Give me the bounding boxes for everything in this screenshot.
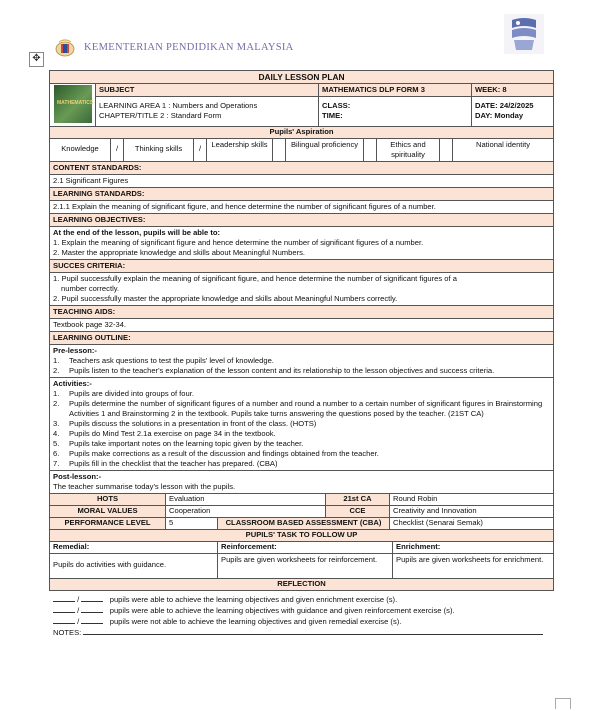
aids-heading: TEACHING AIDS: [49, 306, 554, 319]
hots-value: Evaluation [165, 494, 325, 505]
aspiration-mark: / [193, 139, 206, 161]
content-standards-text: 2.1 Significant Figures [49, 175, 554, 188]
aspiration-mark [363, 139, 376, 161]
list-item: 6. Pupils make corrections as a result of the discussion and findings obtained from the teacher. [53, 449, 379, 458]
moral-value: Cooperation [165, 506, 325, 517]
activities-heading: Activities:- [53, 379, 92, 388]
aspiration-thinking: Thinking skills [123, 139, 193, 161]
moral-label: MORAL VALUES [50, 506, 165, 517]
table-move-handle-icon[interactable]: ✥ [29, 52, 44, 67]
aspiration-national: National identity [452, 139, 553, 161]
subject-value: MATHEMATICS DLP FORM 3 [318, 84, 471, 96]
learning-area: LEARNING AREA 1 : Numbers and Operations [99, 101, 258, 110]
list-item: 4. Pupils do Mind Test 2.1a exercise on page 34 in the textbook. [53, 429, 276, 438]
list-item: 7. Pupils fill in the checklist that the teacher has prepared. (CBA) [53, 459, 278, 468]
reflection-line: / pupils were not able to achieve the learning objectives and given remedial exercise (s). [53, 616, 554, 627]
reinforcement-label: Reinforcement: [217, 542, 392, 553]
aspiration-leadership: Leadership skills [206, 139, 272, 161]
perf-value: 5 [165, 518, 217, 529]
notes-line[interactable]: NOTES: [53, 627, 554, 638]
list-item: 2. Pupils determine the number of significant figures of a number and round a number to a certain number of significant figures in Brainstorming Activities 1 and Brainstorming 2 in the textbook. Pupils take turns answering the questions posed by the teacher. (21ST CA) [53, 399, 543, 418]
subject-label: SUBJECT [95, 84, 318, 96]
aspiration-heading: Pupils' Aspiration [269, 127, 334, 136]
content-standards-heading: CONTENT STANDARDS: [49, 162, 554, 175]
learning-standards-text: 2.1.1 Explain the meaning of significant figure, and hence determine the number of significant figures of a number. [49, 201, 554, 214]
objectives-intro: At the end of the lesson, pupils will be able to: [53, 228, 221, 237]
aspiration-knowledge: Knowledge [61, 144, 99, 153]
enrichment-text: Pupils are given worksheets for enrichment. [392, 554, 553, 578]
criteria-item-cont: number correctly. [61, 284, 120, 293]
criteria-item: 1. Pupil successfully explain the meaning of significant figure, and hence determine the number of significant figures of a [53, 274, 457, 283]
objective-item: 1. Explain the meaning of significant figure and hence determine the number of significant figures of a number. [53, 238, 424, 247]
reflection-line: / pupils were able to achieve the learning objectives and given enrichment exercise (s). [53, 594, 554, 605]
list-item: 1. Teachers ask questions to test the pupils' level of knowledge. [53, 356, 274, 365]
cba-value: Checklist (Senarai Semak) [389, 518, 553, 529]
aspiration-bilingual: Bilingual proficiency [285, 139, 363, 161]
post-lesson-text: The teacher summarise today's lesson with the pupils. [53, 482, 236, 491]
lesson-plan-table [49, 70, 554, 638]
book-cover [50, 84, 95, 126]
reinforcement-text: Pupils are given worksheets for reinforcement. [217, 554, 392, 578]
reflection-heading: REFLECTION [277, 579, 326, 588]
cce-value: Creativity and Innovation [389, 506, 553, 517]
time-label: TIME: [322, 111, 343, 120]
class-label: CLASS: [322, 101, 351, 110]
remedial-text: Pupils do activities with guidance. [53, 560, 167, 569]
day: DAY: Monday [475, 111, 524, 120]
cce-label: CCE [325, 506, 389, 517]
hots-label: HOTS [50, 494, 165, 505]
page-header [0, 0, 600, 72]
date: DATE: 24/2/2025 [475, 101, 534, 110]
reflection-line: / pupils were able to achieve the learning objectives with guidance and given reinforcement exercise (s). [53, 605, 554, 616]
ca-label: 21st CA [325, 494, 389, 505]
aspiration-mark: / [110, 139, 123, 161]
ca-value: Round Robin [389, 494, 553, 505]
aids-text: Textbook page 32-34. [49, 319, 554, 332]
aspiration-mark [272, 139, 285, 161]
cba-label: CLASSROOM BASED ASSESSMENT (CBA) [217, 518, 389, 529]
aspiration-ethics: Ethics and spirituality [376, 139, 439, 161]
coat-of-arms-icon [54, 38, 76, 58]
list-item: 2. Pupils listen to the teacher's explanation of the lesson content and its relationship to the lesson objectives and success criteria. [53, 366, 495, 375]
ministry-name: KEMENTERIAN PENDIDIKAN MALAYSIA [84, 42, 294, 53]
list-item: 3. Pupils discuss the solutions in a presentation in front of the class. (HOTS) [53, 419, 317, 428]
list-item: 1. Pupils are divided into groups of four. [53, 389, 194, 398]
learning-standards-heading: LEARNING STANDARDS: [49, 188, 554, 201]
enrichment-label: Enrichment: [392, 542, 553, 553]
perf-label: PERFORMANCE LEVEL [50, 518, 165, 529]
page-corner-marker [555, 698, 571, 709]
week: WEEK: 8 [471, 84, 553, 96]
school-logo-icon [504, 14, 544, 54]
objectives-heading: LEARNING OBJECTIVES: [49, 214, 554, 227]
book-cover-image: MATHEMATICS [54, 85, 92, 123]
objective-item: 2. Master the appropriate knowledge and skills about Meaningful Numbers. [53, 248, 305, 257]
followup-heading: PUPILS' TASK TO FOLLOW UP [245, 530, 358, 539]
criteria-heading: SUCCES CRITERIA: [49, 260, 554, 273]
list-item: 5. Pupils take important notes on the learning topic given by the teacher. [53, 439, 304, 448]
reflection-body [49, 591, 554, 638]
aspiration-mark [439, 139, 452, 161]
outline-heading: LEARNING OUTLINE: [49, 332, 554, 345]
pre-lesson-heading: Pre-lesson:- [53, 346, 97, 355]
plan-title: DAILY LESSON PLAN [258, 72, 345, 82]
post-lesson-heading: Post-lesson:- [53, 472, 102, 481]
criteria-item: 2. Pupil successfully master the appropriate knowledge and skills about Meaningful Numbers correctly. [53, 294, 398, 303]
remedial-label: Remedial: [53, 542, 90, 551]
chapter-title: CHAPTER/TITLE 2 : Standard Form [99, 111, 222, 120]
